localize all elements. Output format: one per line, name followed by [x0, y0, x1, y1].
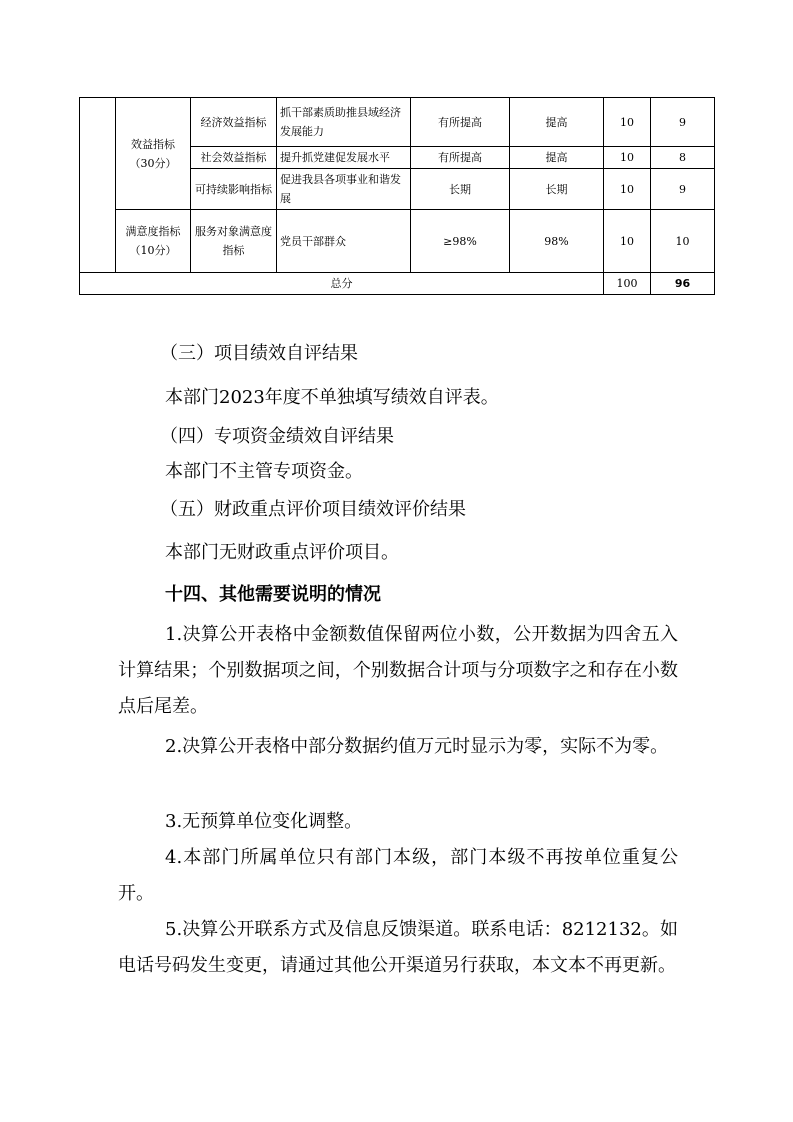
table-cell: 10 [604, 98, 651, 147]
total-full-score: 100 [604, 273, 651, 295]
table-cell: 党员干部群众 [277, 210, 411, 273]
group-cell: 效益指标（30分） [116, 98, 191, 210]
table-cell: 有所提高 [411, 147, 510, 169]
table-cell: 提高 [510, 98, 604, 147]
table-cell: 抓干部素质助推县域经济发展能力 [277, 98, 411, 147]
table-cell: 10 [604, 147, 651, 169]
table-cell: 9 [651, 169, 715, 210]
list-item: 4.本部门所属单位只有部门本级，部门本级不再按单位重复公开。 [118, 847, 678, 904]
table-cell: 服务对象满意度指标 [191, 210, 277, 273]
section-body: 本部门无财政重点评价项目。 [165, 542, 399, 563]
table-cell: 10 [604, 169, 651, 210]
section-body: 本部门2023年度不单独填写绩效自评表。 [165, 387, 499, 408]
table-cell: 长期 [411, 169, 510, 210]
total-label: 总分 [80, 273, 604, 295]
table-cell: 9 [651, 98, 715, 147]
table-cell: 98% [510, 210, 604, 273]
table-cell: 提升抓党建促发展水平 [277, 147, 411, 169]
list-item: 5.决算公开联系方式及信息反馈渠道。联系电话：8212132。如电话号码发生变更，请通过其他公开渠道另行获取，本文本不再更新。 [118, 919, 678, 976]
table-cell: 8 [651, 147, 715, 169]
table-cell: ≥98% [411, 210, 510, 273]
section-heading: （三）项目绩效自评结果 [160, 343, 358, 364]
section-heading: （五）财政重点评价项目绩效评价结果 [160, 499, 466, 520]
table-cell-blank [80, 98, 116, 273]
list-item: 2.决算公开表格中部分数据约值万元时显示为零，实际不为零。 [165, 736, 669, 757]
table-cell: 长期 [510, 169, 604, 210]
table-cell: 10 [604, 210, 651, 273]
list-item: 1.决算公开表格中金额数值保留两位小数，公开数据为四舍五入计算结果；个别数据项之间，个别数据合计项与分项数字之和存在小数点后尾差。 [118, 624, 678, 717]
table-cell: 10 [651, 210, 715, 273]
section-heading: （四）专项资金绩效自评结果 [160, 426, 394, 447]
list-item: 3.无预算单位变化调整。 [165, 811, 363, 832]
table-cell: 提高 [510, 147, 604, 169]
chapter-heading: 十四、其他需要说明的情况 [165, 584, 381, 605]
performance-table [79, 97, 715, 295]
table-cell: 有所提高 [411, 98, 510, 147]
section-body: 本部门不主管专项资金。 [165, 461, 363, 482]
table-cell: 社会效益指标 [191, 147, 277, 169]
group-cell: 满意度指标（10分） [116, 210, 191, 273]
table-cell: 可持续影响指标 [191, 169, 277, 210]
table-cell: 经济效益指标 [191, 98, 277, 147]
total-score: 96 [651, 273, 715, 295]
table-cell: 促进我县各项事业和谐发展 [277, 169, 411, 210]
